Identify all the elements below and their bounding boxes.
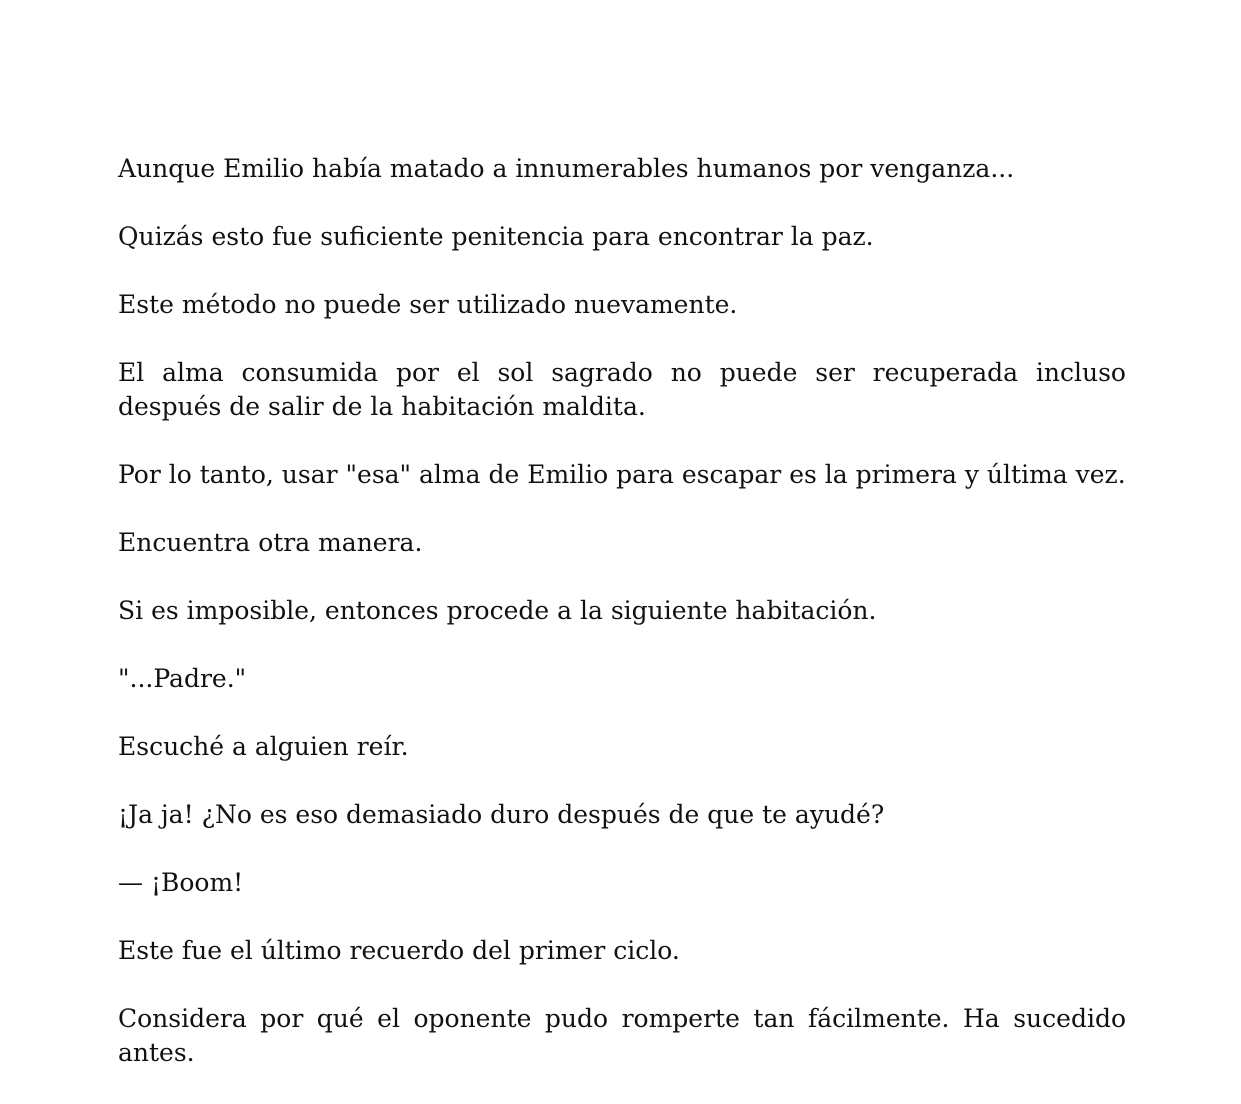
paragraph: Escuché a alguien reír. — [118, 732, 409, 761]
paragraph: Por lo tanto, usar "esa" alma de Emilio para escapar es la primera y última vez. — [118, 460, 1126, 489]
paragraph: Considera por qué el oponente pudo romperte tan fácilmente. Ha sucedido antes. — [118, 1004, 1126, 1067]
paragraph: Este fue el último recuerdo del primer ciclo. — [118, 936, 680, 965]
paragraph: Si es imposible, entonces procede a la siguiente habitación. — [118, 596, 877, 625]
paragraph: Aunque Emilio había matado a innumerables humanos por venganza... — [118, 154, 1015, 183]
paragraph: — ¡Boom! — [118, 868, 244, 897]
document-body — [118, 152, 1126, 1104]
paragraph: Este método no puede ser utilizado nuevamente. — [118, 290, 738, 319]
paragraph: Encuentra otra manera. — [118, 528, 423, 557]
paragraph: Quizás esto fue suficiente penitencia para encontrar la paz. — [118, 222, 874, 251]
paragraph: "...Padre." — [118, 664, 247, 693]
paragraph: El alma consumida por el sol sagrado no puede ser recuperada incluso después de salir de la habitación maldita. — [118, 358, 1126, 421]
paragraph: ¡Ja ja! ¿No es eso demasiado duro después de que te ayudé? — [118, 800, 885, 829]
